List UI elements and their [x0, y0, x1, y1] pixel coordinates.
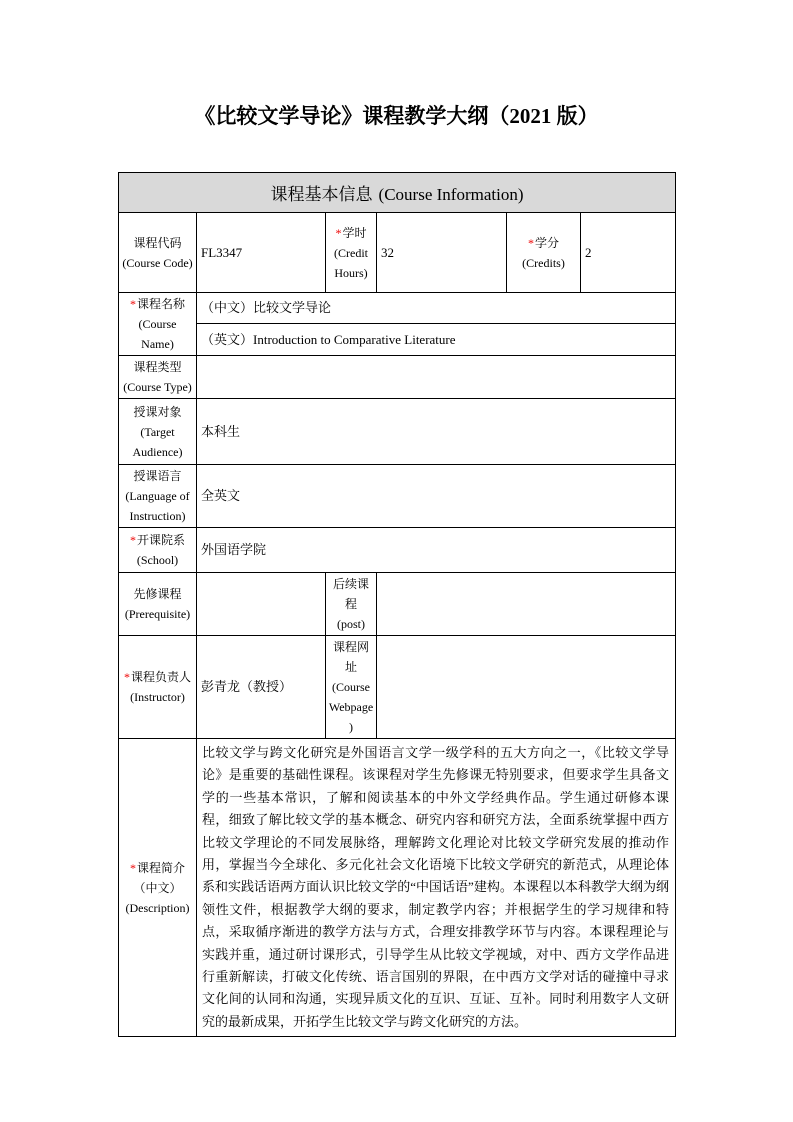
- required-marker: *: [129, 533, 136, 547]
- school-value-cell: 外国语学院: [197, 528, 676, 573]
- course-name-label-en: (Course Name): [138, 317, 177, 351]
- school-label-zh: 开课院系: [136, 533, 185, 547]
- language-label-cell: [119, 465, 197, 528]
- credit-hours-label-zh: 学时: [342, 225, 367, 240]
- instructor-value-cell: 彭青龙（教授）: [197, 636, 326, 739]
- target-audience-value-cell: 本科生: [197, 399, 676, 465]
- course-name-label-zh: 课程名称: [136, 297, 185, 311]
- document-title: 《比较文学导论》课程教学大纲（2021 版）: [194, 104, 599, 128]
- required-marker: *: [335, 225, 342, 240]
- course-code-value-cell: FL3347: [197, 213, 326, 293]
- language-label-en: (Language of Instruction): [125, 489, 190, 523]
- description-label-zh: 课程简介（中文）: [133, 860, 185, 895]
- webpage-label-en: (Course Webpage): [328, 680, 374, 734]
- course-name-en-value-cell: （英文）Introduction to Comparative Literature: [197, 324, 676, 356]
- target-audience-label-zh: 授课对象: [133, 404, 182, 419]
- credits-value-cell: 2: [581, 213, 676, 293]
- school-label-en: (School): [136, 553, 179, 567]
- credits-label-en: (Credits): [522, 255, 565, 270]
- credit-hours-label-cell: [326, 213, 377, 293]
- course-information-table: [118, 172, 676, 1037]
- required-marker: *: [123, 670, 130, 684]
- course-code-label-cell: [119, 213, 197, 293]
- language-value-cell: 全英文: [197, 465, 676, 528]
- post-course-label-cell: [326, 573, 377, 636]
- school-label-cell: [119, 528, 197, 573]
- required-marker: *: [129, 860, 136, 875]
- description-label-en: (Description): [125, 900, 190, 915]
- webpage-label-cell: [326, 636, 377, 739]
- post-course-label-zh: 后续课程: [332, 577, 369, 611]
- target-audience-label-en: (Target Audience): [132, 424, 183, 459]
- credits-label-zh: 学分: [534, 235, 559, 250]
- post-course-value-cell: [377, 573, 676, 636]
- course-type-label-zh: 课程类型: [133, 360, 182, 374]
- instructor-label-cell: [119, 636, 197, 739]
- prerequisite-label-cell: [119, 573, 197, 636]
- language-label-zh: 授课语言: [133, 469, 182, 483]
- table-header-en: (Course Information): [378, 185, 524, 204]
- prerequisite-label-zh: 先修课程: [133, 587, 182, 601]
- credit-hours-label-en: (Credit Hours): [334, 245, 368, 280]
- required-marker: *: [129, 297, 136, 311]
- credit-hours-value-cell: 32: [377, 213, 507, 293]
- course-code-label-en: (Course Code): [122, 255, 193, 270]
- course-type-label-en: (Course Type): [123, 380, 192, 394]
- prerequisite-label-en: (Prerequisite): [124, 607, 191, 621]
- prerequisite-value-cell: [197, 573, 326, 636]
- webpage-label-zh: 课程网址: [332, 640, 369, 674]
- target-audience-label-cell: [119, 399, 197, 465]
- credits-label-cell: [507, 213, 581, 293]
- required-marker: *: [527, 235, 534, 250]
- description-value-cell: 比较文学与跨文化研究是外国语言文学一级学科的五大方向之一，《比较文学导论》是重要的基础性课程。该课程对学生先修课无特别要求，但要求学生具备文学的一些基本常识，了解和阅读基本的中外文学经典作品。学生通过研修本课程，细致了解比较文学的基本概念、研究内容和研究方法，全面系统掌握中西方比较文学理论的不同发展脉络，理解跨文化理论对比较文学研究发展的推动作用，掌握当今全球化、多元化社会文化语境下比较文学研究的新范式，从理论体系和实践话语两方面认识比较文学的“中国话语”建构。本课程以本科教学大纲为纲领性文件，根据教学大纲的要求，制定教学内容；并根据学生的学习规律和特点，采取循序渐进的教学方法与方式，合理安排教学环节与内容。本课程理论与实践并重，通过研讨课形式，引导学生从比较文学视域，对中、西方文学作品进行重新解读，打破文化传统、语言国别的界限，在中西方文学对话的碰撞中寻求文化间的认同和沟通，实现异质文化的互识、互证、互补。同时利用数字人文研究的最新成果，开拓学生比较文学与跨文化研究的方法。: [197, 739, 676, 1037]
- course-name-zh-value-cell: （中文）比较文学导论: [197, 293, 676, 324]
- instructor-label-zh: 课程负责人: [130, 670, 191, 684]
- post-course-label-en: (post): [337, 617, 365, 631]
- table-header-zh: 课程基本信息: [270, 185, 373, 204]
- table-header: [119, 173, 676, 213]
- course-code-label-zh: 课程代码: [133, 235, 182, 250]
- description-label-cell: [119, 739, 197, 1037]
- webpage-value-cell: [377, 636, 676, 739]
- course-type-label-cell: [119, 356, 197, 399]
- course-type-value-cell: [197, 356, 676, 399]
- course-name-label-cell: [119, 293, 197, 356]
- instructor-label-en: (Instructor): [130, 690, 185, 704]
